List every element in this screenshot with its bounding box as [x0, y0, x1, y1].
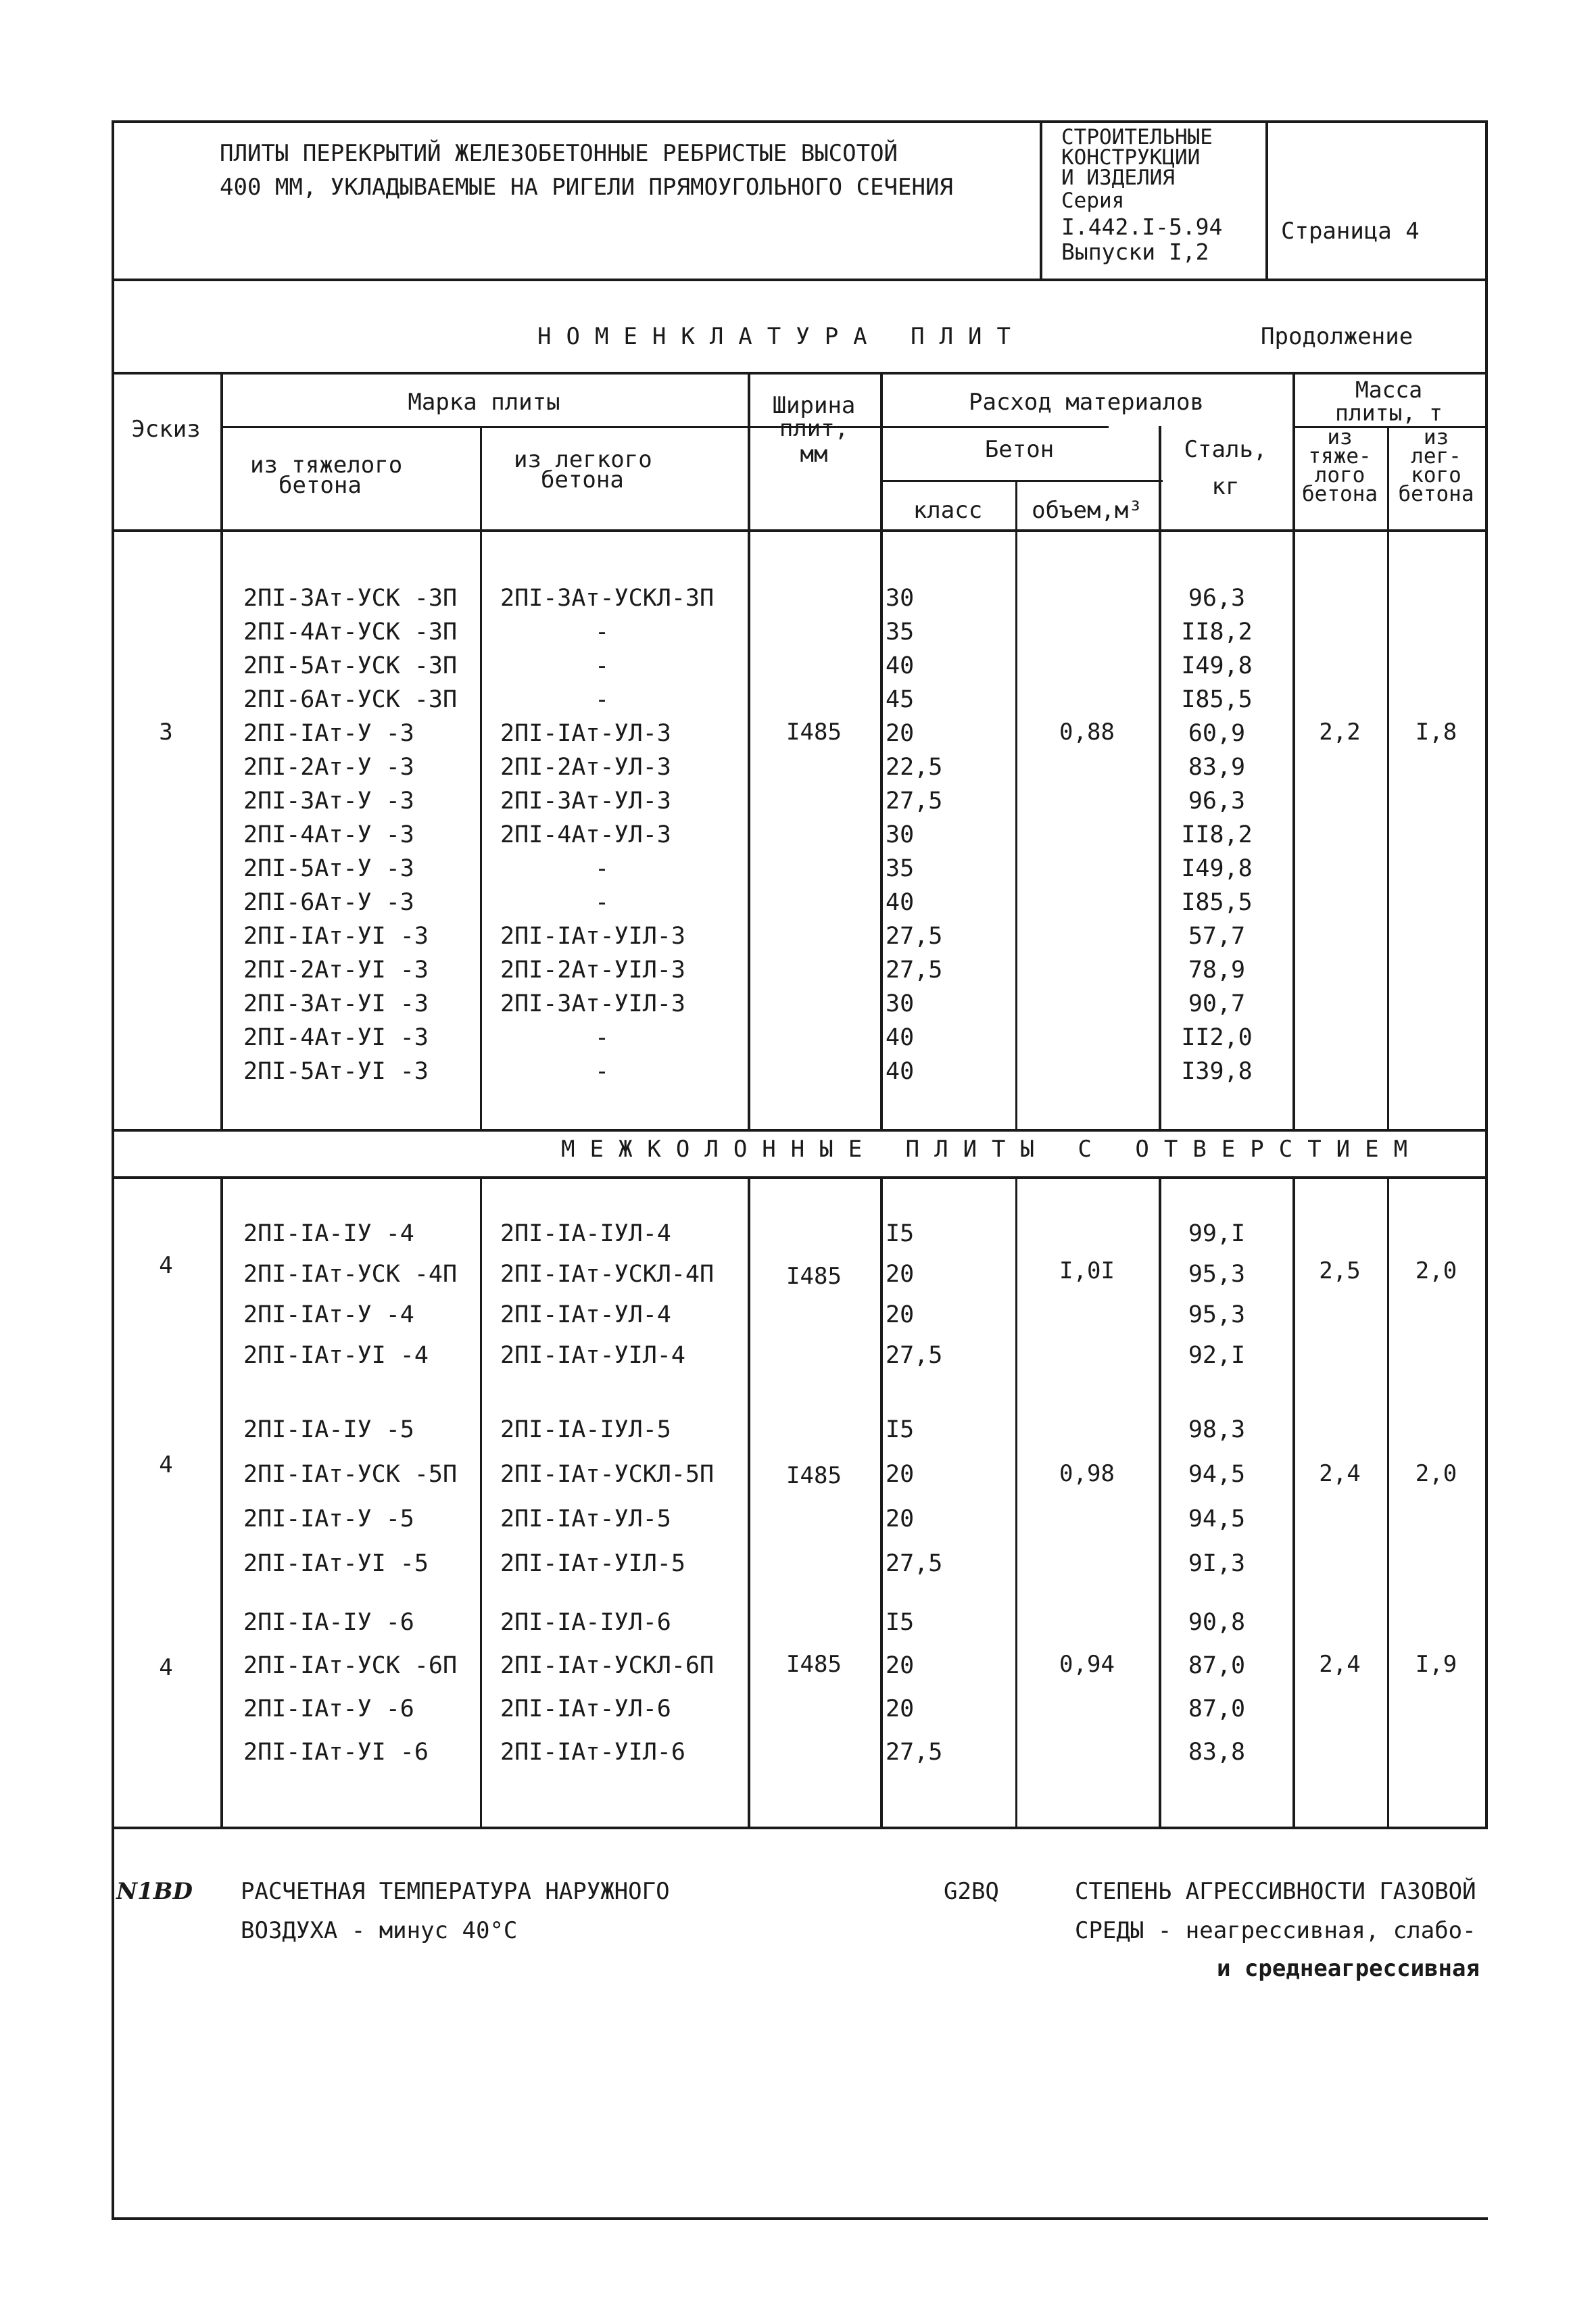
- group1-row-8-concrete-class: 30: [886, 821, 915, 848]
- col-heavy-right: [480, 426, 482, 1129]
- group3-mass-light: 2,0: [1415, 1460, 1457, 1487]
- group4-row-3-steel-kg: 87,0: [1188, 1695, 1246, 1722]
- col-mass-heavy-header-1: из: [1327, 425, 1353, 450]
- group1-row-2-steel-kg: II8,2: [1181, 619, 1253, 646]
- group4-mass-heavy: 2,4: [1319, 1651, 1361, 1678]
- col-sketch-right: [220, 372, 223, 1129]
- series-number: I.442.I-5.94: [1061, 214, 1223, 240]
- col-class-header: класс: [913, 497, 983, 524]
- header-divider-2: [1265, 120, 1268, 279]
- group2-mass-light: 2,0: [1415, 1257, 1457, 1284]
- col-sketch-right-2: [220, 1176, 223, 1827]
- group4-row-1-heavy-mark: 2ПI-IА-IУ -6: [243, 1609, 414, 1636]
- col-light-right: [748, 372, 750, 1129]
- group1-volume: 0,88: [1059, 719, 1115, 746]
- group2-row-2-light-mark: 2ПI-IАт-УСКЛ-4П: [500, 1261, 715, 1288]
- group1-row-10-heavy-mark: 2ПI-6Ат-У -3: [243, 889, 414, 916]
- group3-row-1-heavy-mark: 2ПI-IА-IУ -5: [243, 1416, 414, 1443]
- group1-row-14-light-mark: -: [595, 1024, 610, 1051]
- section2-bottom-line: [112, 1176, 1488, 1179]
- group3-row-2-light-mark: 2ПI-IАт-УСКЛ-5П: [500, 1461, 715, 1488]
- colhead-bottom-line: [112, 529, 1488, 532]
- group4-row-2-steel-kg: 87,0: [1188, 1652, 1246, 1679]
- col-mass-heavy-header-3: лого: [1314, 463, 1365, 487]
- group2-row-2-concrete-class: 20: [886, 1261, 915, 1288]
- series-line-1: СТРОИТЕЛЬНЫЕ: [1061, 125, 1213, 149]
- group3-row-3-heavy-mark: 2ПI-IАт-У -5: [243, 1505, 414, 1533]
- group2-row-2-steel-kg: 95,3: [1188, 1261, 1246, 1288]
- footer-code-right: G2BQ: [944, 1878, 999, 1905]
- col-heavy-header-1: из тяжелого: [250, 452, 403, 479]
- group2-row-1-heavy-mark: 2ПI-IА-IУ -4: [243, 1220, 414, 1247]
- group4-row-4-heavy-mark: 2ПI-IАт-УI -6: [243, 1739, 429, 1766]
- col-mass-heavy-header-4: бетона: [1302, 482, 1378, 506]
- group4-row-2-heavy-mark: 2ПI-IАт-УСК -6П: [243, 1652, 458, 1679]
- group4-row-1-steel-kg: 90,8: [1188, 1609, 1246, 1636]
- group3-row-2-concrete-class: 20: [886, 1461, 915, 1488]
- group1-row-7-light-mark: 2ПI-3Ат-УЛ-3: [500, 788, 671, 815]
- footer-aggr-line-1: СТЕПЕНЬ АГРЕССИВНОСТИ ГАЗОВОЙ: [1075, 1878, 1476, 1905]
- group1-row-8-light-mark: 2ПI-4Ат-УЛ-3: [500, 821, 671, 848]
- group3-volume: 0,98: [1059, 1460, 1115, 1487]
- header-divider-1: [1040, 120, 1042, 279]
- group3-mass-heavy: 2,4: [1319, 1460, 1361, 1487]
- group1-row-12-heavy-mark: 2ПI-2Ат-УI -3: [243, 957, 429, 984]
- group4-volume: 0,94: [1059, 1651, 1115, 1678]
- col-class-right: [1015, 480, 1017, 1129]
- group2-row-3-steel-kg: 95,3: [1188, 1301, 1246, 1328]
- group1-bottom-line: [112, 1129, 1488, 1132]
- group1-row-1-steel-kg: 96,3: [1188, 585, 1246, 612]
- col-width-header-1: Ширина: [772, 392, 856, 419]
- group1-row-2-concrete-class: 35: [886, 619, 915, 646]
- series-line-4: Серия: [1061, 189, 1125, 213]
- group3-row-2-steel-kg: 94,5: [1188, 1461, 1246, 1488]
- table-bottom-line: [112, 1827, 1488, 1829]
- group1-row-15-concrete-class: 40: [886, 1058, 915, 1085]
- group1-row-5-light-mark: 2ПI-IАт-УЛ-3: [500, 720, 671, 747]
- group1-row-6-light-mark: 2ПI-2Ат-УЛ-3: [500, 754, 671, 781]
- group1-width: I485: [786, 719, 842, 746]
- col-width-header-3: мм: [800, 441, 828, 468]
- colhead-line-1: [222, 426, 1109, 428]
- col-width-right-2: [880, 1176, 883, 1827]
- group1-row-14-concrete-class: 40: [886, 1024, 915, 1051]
- group1-row-10-light-mark: -: [595, 889, 610, 916]
- group1-row-13-heavy-mark: 2ПI-3Ат-УI -3: [243, 990, 429, 1017]
- footer-temp-line-1: РАСЧЕТНАЯ ТЕМПЕРАТУРА НАРУЖНОГО: [241, 1878, 670, 1905]
- col-mass-heavy-header-2: тяже-: [1308, 444, 1372, 468]
- group3-row-1-steel-kg: 98,3: [1188, 1416, 1246, 1443]
- group2-row-1-concrete-class: I5: [886, 1220, 915, 1247]
- group2-row-4-concrete-class: 27,5: [886, 1342, 943, 1369]
- footer-temp-line-2: ВОЗДУХА - минус 40°С: [241, 1917, 518, 1944]
- footer-aggr-line-3: и среднеагрессивная: [1217, 1955, 1480, 1982]
- group1-row-8-steel-kg: II8,2: [1181, 821, 1253, 848]
- group1-row-1-heavy-mark: 2ПI-3Ат-УСК -3П: [243, 585, 458, 612]
- title-row-bottom-line: [112, 372, 1488, 375]
- group1-row-7-heavy-mark: 2ПI-3Ат-У -3: [243, 788, 414, 815]
- group4-row-3-heavy-mark: 2ПI-IАт-У -6: [243, 1695, 414, 1722]
- group4-row-3-light-mark: 2ПI-IАт-УЛ-6: [500, 1695, 671, 1722]
- col-mass-light-header-2: лег-: [1411, 444, 1461, 468]
- group1-row-4-heavy-mark: 2ПI-6Ат-УСК -3П: [243, 686, 458, 713]
- col-mass-header-1: Масса: [1355, 377, 1423, 403]
- group1-row-6-steel-kg: 83,9: [1188, 754, 1246, 781]
- col-consumption-header: Расход материалов: [969, 389, 1204, 416]
- group1-row-12-light-mark: 2ПI-2Ат-УIЛ-3: [500, 957, 685, 984]
- col-steel-header-1: Сталь,: [1184, 436, 1267, 463]
- frame-right-line: [1485, 120, 1488, 1828]
- group1-row-15-light-mark: -: [595, 1058, 610, 1085]
- colhead-line-2: [883, 480, 1163, 482]
- col-mark-header: Марка плиты: [408, 389, 560, 416]
- group1-row-1-light-mark: 2ПI-3Ат-УСКЛ-3П: [500, 585, 715, 612]
- col-mass-light-header-1: из: [1423, 425, 1449, 450]
- group1-row-6-heavy-mark: 2ПI-2Ат-У -3: [243, 754, 414, 781]
- group1-row-10-steel-kg: I85,5: [1181, 889, 1253, 916]
- col-mass-light-header-4: бетона: [1398, 482, 1474, 506]
- col-mass-heavy-right: [1387, 426, 1389, 1129]
- group1-row-12-concrete-class: 27,5: [886, 957, 943, 984]
- group1-row-3-steel-kg: I49,8: [1181, 652, 1253, 679]
- col-steel-header-2: кг: [1211, 473, 1240, 500]
- col-mass-header-2: плиты, т: [1335, 400, 1443, 426]
- group1-row-15-heavy-mark: 2ПI-5Ат-УI -3: [243, 1058, 429, 1085]
- group3-row-4-steel-kg: 9I,3: [1188, 1550, 1246, 1577]
- header-bottom-line: [112, 279, 1488, 281]
- group3-row-2-heavy-mark: 2ПI-IАт-УСК -5П: [243, 1461, 458, 1488]
- group4-row-4-steel-kg: 83,8: [1188, 1739, 1246, 1766]
- group4-row-1-concrete-class: I5: [886, 1609, 915, 1636]
- group1-row-1-concrete-class: 30: [886, 585, 915, 612]
- group1-row-11-steel-kg: 57,7: [1188, 923, 1246, 950]
- footer-code-left: N1BD: [116, 1878, 193, 1905]
- group2-row-2-heavy-mark: 2ПI-IАт-УСК -4П: [243, 1261, 458, 1288]
- group1-row-12-steel-kg: 78,9: [1188, 957, 1246, 984]
- group1-row-6-concrete-class: 22,5: [886, 754, 943, 781]
- group2-volume: I,0I: [1059, 1257, 1115, 1284]
- group1-row-3-heavy-mark: 2ПI-5Ат-УСК -3П: [243, 652, 458, 679]
- group2-row-3-concrete-class: 20: [886, 1301, 915, 1328]
- col-width-right: [880, 372, 883, 1129]
- group1-row-9-light-mark: -: [595, 855, 610, 882]
- group1-row-11-heavy-mark: 2ПI-IАт-УI -3: [243, 923, 429, 950]
- footer-aggr-line-2: СРЕДЫ - неагрессивная, слабо-: [1075, 1917, 1476, 1944]
- table-title: НОМЕНКЛАТУРА ПЛИТ: [537, 323, 1025, 350]
- group2-row-4-light-mark: 2ПI-IАт-УIЛ-4: [500, 1342, 685, 1369]
- col-concrete-header: Бетон: [984, 436, 1055, 463]
- group1-row-3-concrete-class: 40: [886, 652, 915, 679]
- group2-mass-heavy: 2,5: [1319, 1257, 1361, 1284]
- group4-row-3-concrete-class: 20: [886, 1695, 915, 1722]
- group1-row-2-light-mark: -: [595, 619, 610, 646]
- group1-row-5-steel-kg: 60,9: [1188, 720, 1246, 747]
- group1-row-13-concrete-class: 30: [886, 990, 915, 1017]
- group1-row-7-concrete-class: 27,5: [886, 788, 943, 815]
- group1-row-4-concrete-class: 45: [886, 686, 915, 713]
- group1-row-5-concrete-class: 20: [886, 720, 915, 747]
- col-light-header-1: из легкого: [514, 446, 652, 473]
- page-number: Страница 4: [1281, 218, 1420, 245]
- group3-row-1-light-mark: 2ПI-IА-IУЛ-5: [500, 1416, 671, 1443]
- group2-sketch: 4: [159, 1252, 173, 1279]
- series-line-2: КОНСТРУКЦИИ: [1061, 145, 1201, 170]
- group3-row-4-heavy-mark: 2ПI-IАт-УI -5: [243, 1550, 429, 1577]
- group1-row-4-light-mark: -: [595, 686, 610, 713]
- group3-row-3-steel-kg: 94,5: [1188, 1505, 1246, 1533]
- group2-row-4-steel-kg: 92,I: [1188, 1342, 1246, 1369]
- col-heavy-right-2: [480, 1176, 482, 1827]
- col-width-header-2: плит,: [779, 415, 849, 442]
- group4-row-1-light-mark: 2ПI-IА-IУЛ-6: [500, 1609, 671, 1636]
- series-issues: Выпуски I,2: [1061, 239, 1209, 265]
- group1-row-11-light-mark: 2ПI-IАт-УIЛ-3: [500, 923, 685, 950]
- group1-row-13-light-mark: 2ПI-3Ат-УIЛ-3: [500, 990, 685, 1017]
- col-light-header-2: бетона: [541, 466, 624, 493]
- group3-sketch: 4: [159, 1451, 173, 1478]
- group1-row-15-steel-kg: I39,8: [1181, 1058, 1253, 1085]
- group1-row-9-concrete-class: 35: [886, 855, 915, 882]
- group1-row-13-steel-kg: 90,7: [1188, 990, 1246, 1017]
- group4-sketch: 4: [159, 1654, 173, 1681]
- group3-row-1-concrete-class: I5: [886, 1416, 915, 1443]
- group2-row-3-heavy-mark: 2ПI-IАт-У -4: [243, 1301, 414, 1328]
- group4-row-2-light-mark: 2ПI-IАт-УСКЛ-6П: [500, 1652, 715, 1679]
- group3-row-4-light-mark: 2ПI-IАт-УIЛ-5: [500, 1550, 685, 1577]
- group1-mass-heavy: 2,2: [1319, 719, 1361, 746]
- group2-row-1-light-mark: 2ПI-IА-IУЛ-4: [500, 1220, 671, 1247]
- group1-row-8-heavy-mark: 2ПI-4Ат-У -3: [243, 821, 414, 848]
- group4-mass-light: I,9: [1415, 1651, 1457, 1678]
- group3-width: I485: [786, 1462, 842, 1489]
- group2-row-4-heavy-mark: 2ПI-IАт-УI -4: [243, 1342, 429, 1369]
- section2-title: МЕЖКОЛОННЫЕ ПЛИТЫ С ОТВЕРСТИЕМ: [561, 1136, 1423, 1163]
- title-line-2: 400 ММ, УКЛАДЫВАЕМЫЕ НА РИГЕЛИ ПРЯМОУГОЛЬНОГО СЕЧЕНИЯ: [220, 174, 953, 201]
- group1-row-9-steel-kg: I49,8: [1181, 855, 1253, 882]
- group2-row-3-light-mark: 2ПI-IАт-УЛ-4: [500, 1301, 671, 1328]
- group4-row-2-concrete-class: 20: [886, 1652, 915, 1679]
- group3-row-3-concrete-class: 20: [886, 1505, 915, 1533]
- title-line-1: ПЛИТЫ ПЕРЕКРЫТИЙ ЖЕЛЕЗОБЕТОННЫЕ РЕБРИСТЫЕ ВЫСОТОЙ: [220, 140, 898, 167]
- group1-row-2-heavy-mark: 2ПI-4Ат-УСК -3П: [243, 619, 458, 646]
- group1-row-5-heavy-mark: 2ПI-IАт-У -3: [243, 720, 414, 747]
- continuation-label: Продолжение: [1261, 323, 1413, 350]
- series-line-3: И ИЗДЕЛИЯ: [1061, 166, 1175, 190]
- group1-row-9-heavy-mark: 2ПI-5Ат-У -3: [243, 855, 414, 882]
- group1-mass-light: I,8: [1415, 719, 1457, 746]
- group4-row-4-light-mark: 2ПI-IАт-УIЛ-6: [500, 1739, 685, 1766]
- group4-width: I485: [786, 1651, 842, 1678]
- group1-sketch: 3: [159, 719, 173, 746]
- group1-row-3-light-mark: -: [595, 652, 610, 679]
- group1-row-11-concrete-class: 27,5: [886, 923, 943, 950]
- group3-row-3-light-mark: 2ПI-IАт-УЛ-5: [500, 1505, 671, 1533]
- col-volume-header: объем,м³: [1032, 497, 1142, 524]
- group1-row-10-concrete-class: 40: [886, 889, 915, 916]
- group2-width: I485: [786, 1263, 842, 1290]
- col-mass-light-header-3: кого: [1411, 463, 1461, 487]
- frame-top-line: [112, 120, 1488, 123]
- group1-row-4-steel-kg: I85,5: [1181, 686, 1253, 713]
- group4-row-4-concrete-class: 27,5: [886, 1739, 943, 1766]
- group2-row-1-steel-kg: 99,I: [1188, 1220, 1246, 1247]
- col-sketch-header: Эскиз: [131, 416, 201, 443]
- col-heavy-header-2: бетона: [279, 472, 362, 499]
- frame-bottom-line: [112, 2217, 1488, 2220]
- group3-row-4-concrete-class: 27,5: [886, 1550, 943, 1577]
- group1-row-14-steel-kg: II2,0: [1181, 1024, 1253, 1051]
- group1-row-14-heavy-mark: 2ПI-4Ат-УI -3: [243, 1024, 429, 1051]
- group1-row-7-steel-kg: 96,3: [1188, 788, 1246, 815]
